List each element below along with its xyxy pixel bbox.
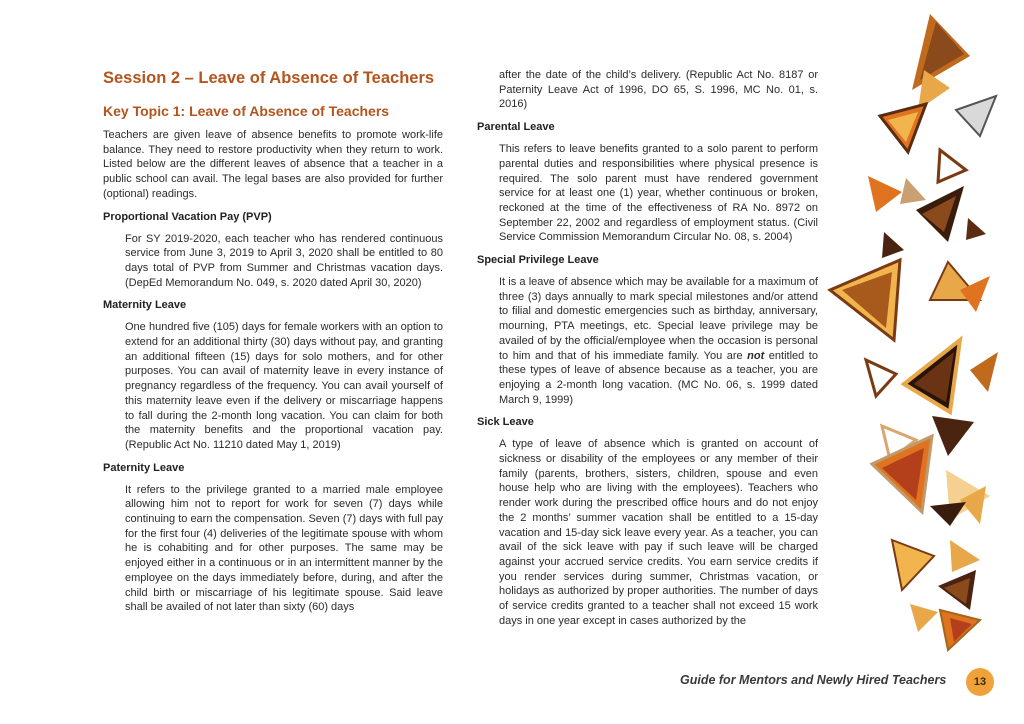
footer-guide-title: Guide for Mentors and Newly Hired Teachers xyxy=(680,673,947,687)
paternity-continuation: after the date of the child’s delivery. (Republic Act No. 8187 or Paternity Leave Act of 1996, DO 65, S. 1996, MC No. 01, s. 2016) xyxy=(499,69,818,111)
spl-text-part2: entitled to these types of leave of absence because as a teacher, you are enjoying a 2-month long vacation. (MC No. 06, s. 1999 dated March 9, 1999) xyxy=(499,349,818,406)
parental-heading: Parental Leave xyxy=(477,121,555,134)
paternity-paragraph: It refers to the privilege granted to a married male employee allowing him not to report for work for seven (7) days while continuing to earn the compensation. Seven (7) days with full pay for the first four (4) deliveries of the legitimate spouse with whom he is cohabiting and for other purposes. The same may be enjoyed either in a continuous or in an intermittent manner by the employee on the days immediately before, during, and after the child birth or miscarriage of his legitimate spouse. Said leave shall be availed of not later than sixty (60) days xyxy=(125,483,443,614)
paternity-heading: Paternity Leave xyxy=(103,461,185,474)
page-number: 13 xyxy=(973,676,987,688)
special-privilege-heading: Special Privilege Leave xyxy=(477,254,599,267)
session-title: Session 2 – Leave of Absence of Teachers xyxy=(103,69,435,87)
pvp-paragraph: For SY 2019-2020, each teacher who has rendered continuous service from June 3, 2019 to April 3, 2020 shall be entitled to 80 days total of PVP from Summer and Christmas vacation days. (DepEd Memorandum No. 049, s. 2020 dated April 30, 2020) xyxy=(125,232,443,289)
parental-paragraph: This refers to leave benefits granted to a solo parent to perform parental duties and responsibilities where physical presence is required. The solo parent must have rendered government service for at least one (1) year, whether continuous or broken, reckoned at the time of the effectiveness of RA No. 8972 on September 22, 2002 and regardless of employment status. (Civil Service Commission Memorandum Circular No. 08, s. 2004) xyxy=(499,143,818,244)
right-column xyxy=(477,68,818,629)
triangle-decoration xyxy=(820,0,1024,724)
maternity-heading: Maternity Leave xyxy=(103,299,187,312)
special-privilege-paragraph xyxy=(477,275,818,407)
sick-leave-heading: Sick Leave xyxy=(477,416,534,429)
page-number-badge xyxy=(966,668,994,696)
intro-paragraph: Teachers are given leave of absence benefits to promote work-life balance. They need to restore productivity when they return to work. Listed below are the different leaves of absence that a teacher in a public school can avail. The legal bases are also provided for further (optional) readings. xyxy=(103,129,443,200)
spl-emphasis-not: not xyxy=(747,349,765,362)
left-column xyxy=(103,64,443,615)
maternity-paragraph: One hundred five (105) days for female workers with an option to extend for an additional thirty (30) days without pay, and granting an additional fifteen (15) days for solo mothers, and for other purposes. You can avail of maternity leave in every instance of pregnancy regardless of the frequency. You can avail yourself of this maternity leave even if the delivery or miscarriage happens to fall during the 2-month long vacation. You can claim for both the maternity benefits and the proportional vacation pay. (Republic Act No. 11210 dated May 1, 2019) xyxy=(125,321,443,451)
key-topic-title: Key Topic 1: Leave of Absence of Teachers xyxy=(103,103,390,119)
sick-leave-paragraph: A type of leave of absence which is granted on account of sickness or disability of the employees or any member of their family (parents, brothers, sisters, children, spouse and even house help who are living with the employees). Teachers who render work during the prescribed office hours and do not enjoy the 2 months’ summer vacation shall be entitled to a 15-day vacation and 15-day sick leave every year. As a teacher, you can avail of the sick leave with pay if such leave will be charged against your accrued service credits. You earn service credits if you render services during summer, Christmas vacation, or holidays as authorized by proper authorities. The number of days of service credits granted to a teacher shall not exceed 15 work days in one year except in cases authorized by the xyxy=(499,438,818,627)
pvp-heading: Proportional Vacation Pay (PVP) xyxy=(103,210,272,223)
decor-triangles xyxy=(830,14,998,650)
spl-text-part1: It is a leave of absence which may be available for a maximum of three (3) days annually to mark special milestones and/or attend to filial and domestic emergencies such as birthday, anniversary, mourning, PTA meetings, etc. Special leave privilege may be availed of by the official/employee when the occasion is personal to him and that of his immediate family. You are xyxy=(499,276,818,362)
